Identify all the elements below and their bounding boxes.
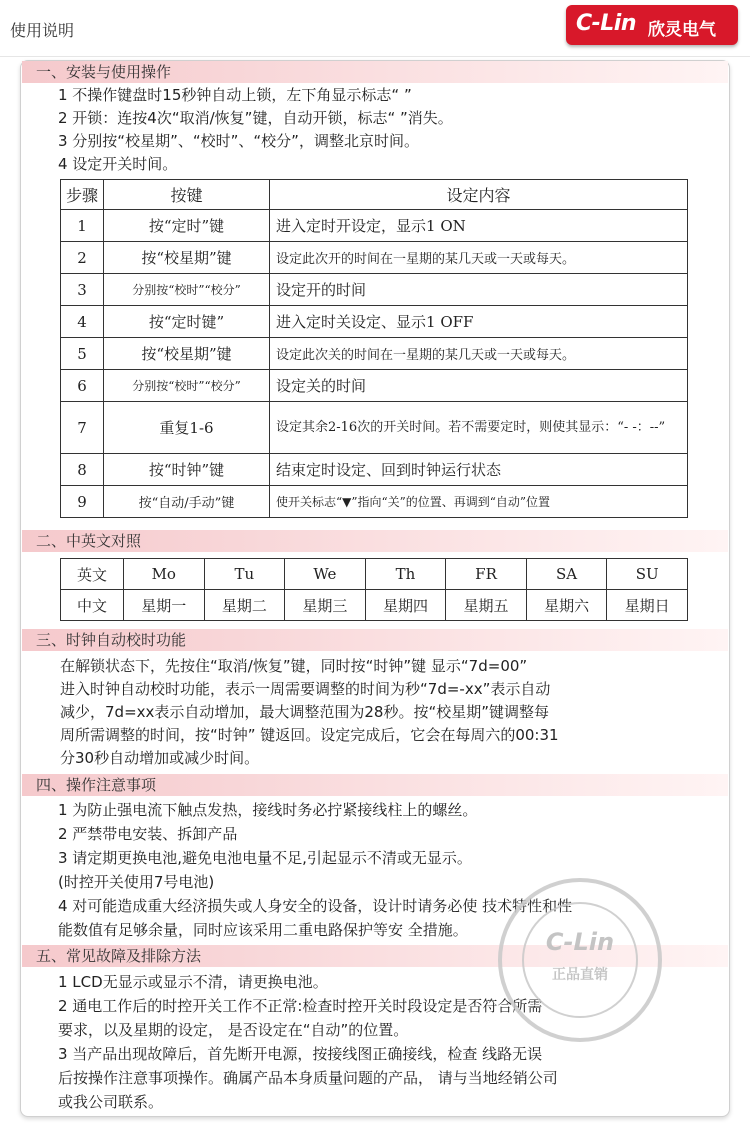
- notes-line-6: 能数值有足够余量，同时应该采用二重电路保护等安 全措施。: [58, 921, 468, 939]
- table-row: [61, 210, 688, 242]
- authentic-stamp-watermark: [498, 878, 662, 1042]
- brand-logo: [566, 5, 738, 45]
- day-en-th: Th: [365, 559, 446, 590]
- step-key: 按“自动/手动”键: [104, 486, 270, 518]
- step-key: 按“时钟”键: [104, 454, 270, 486]
- notes-line-2: 2 严禁带电安装、拆卸产品: [58, 825, 238, 843]
- step-key: 按“定时”键: [104, 210, 270, 242]
- language-table: [60, 558, 688, 621]
- step-number: 7: [61, 402, 104, 454]
- table-row: [61, 338, 688, 370]
- step-number: 8: [61, 454, 104, 486]
- faults-line-4: 3 当产品出现故障后，首先断开电源，按接线图正确接线，检查 线路无误: [58, 1045, 543, 1063]
- notes-line-3: 3 请定期更换电池,避免电池电量不足,引起显示不清或无显示。: [58, 849, 472, 867]
- step-content: 结束定时设定、回到时钟运行状态: [270, 454, 688, 486]
- steps-table: [60, 179, 688, 518]
- install-line-3: 3 分别按“校星期”、“校时”、“校分”，调整北京时间。: [58, 132, 419, 150]
- header-content: 设定内容: [270, 180, 688, 210]
- auto-line-3: 减少，7d=xx表示自动增加，最大调整范围为28秒。按“校星期”键调整每: [60, 703, 550, 721]
- day-en-we: We: [285, 559, 366, 590]
- step-content: 使开关标志“▼”指向“关”的位置、再调到“自动”位置: [270, 486, 688, 518]
- step-content: 设定开的时间: [270, 274, 688, 306]
- step-content: 设定此次开的时间在一星期的某几天或一天或每天。: [270, 242, 688, 274]
- day-en-fr: FR: [446, 559, 527, 590]
- table-row: [61, 370, 688, 402]
- step-content: 设定此次关的时间在一星期的某几天或一天或每天。: [270, 338, 688, 370]
- label-chinese: 中文: [61, 590, 124, 621]
- faults-line-5: 后按操作注意事项操作。确属产品本身质量问题的产品， 请与当地经销公司: [58, 1069, 558, 1087]
- day-cn-3: 星期三: [285, 590, 366, 621]
- step-content: 设定其余2-16次的开关时间。若不需要定时，则使其显示：“- -：--”: [270, 402, 688, 454]
- day-en-mo: Mo: [124, 559, 205, 590]
- day-en-sa: SA: [526, 559, 607, 590]
- table-row: [61, 242, 688, 274]
- day-cn-1: 星期一: [124, 590, 205, 621]
- section-title-faults: 五、常见故障及排除方法: [36, 947, 202, 965]
- faults-line-3: 要求，以及星期的设定， 是否设定在“自动”的位置。: [58, 1021, 409, 1039]
- stamp-text-en: C-Lin: [545, 928, 615, 956]
- label-english: 英文: [61, 559, 124, 590]
- notes-line-5: 4 对可能造成重大经济损失或人身安全的设备，设计时请务必使 技术特性和性: [58, 897, 573, 915]
- stamp-inner-ring: [522, 902, 638, 1018]
- step-number: 3: [61, 274, 104, 306]
- step-number: 4: [61, 306, 104, 338]
- step-content: 设定关的时间: [270, 370, 688, 402]
- section-title-auto: 三、时钟自动校时功能: [36, 631, 187, 649]
- step-number: 9: [61, 486, 104, 518]
- auto-line-1: 在解锁状态下，先按住“取消/恢复”键，同时按“时钟”键 显示“7d=00”: [60, 657, 528, 675]
- step-key: 重复1-6: [104, 402, 270, 454]
- page-title: 使用说明: [10, 21, 75, 40]
- section-title-notes: 四、操作注意事项: [36, 776, 157, 794]
- top-bar: [0, 0, 750, 57]
- install-line-4: 4 设定开关时间。: [58, 155, 178, 173]
- day-en-su: SU: [607, 559, 688, 590]
- section-title-install: 一、安装与使用操作: [36, 63, 172, 81]
- step-content: 进入定时开设定，显示1 ON: [270, 210, 688, 242]
- logo-text-en: C-Lin: [576, 11, 636, 36]
- faults-line-1: 1 LCD无显示或显示不清，请更换电池。: [58, 973, 328, 991]
- day-cn-7: 星期日: [607, 590, 688, 621]
- day-cn-5: 星期五: [446, 590, 527, 621]
- table-row: [61, 402, 688, 454]
- step-key: 分别按“校时”“校分”: [104, 274, 270, 306]
- step-key: 按“校星期”键: [104, 338, 270, 370]
- install-line-1: 1 不操作键盘时15秒钟自动上锁，左下角显示标志“ ”: [58, 86, 412, 104]
- auto-line-4: 周所需调整的时间，按“时钟” 键返回。设定完成后，它会在每周六的00:31: [60, 726, 559, 744]
- faults-line-2: 2 通电工作后的时控开关工作不正常:检查时控开关时段设定是否符合所需: [58, 997, 543, 1015]
- day-en-tu: Tu: [204, 559, 285, 590]
- table-row-english: [61, 559, 688, 590]
- table-row: [61, 274, 688, 306]
- day-cn-4: 星期四: [365, 590, 446, 621]
- table-row: [61, 454, 688, 486]
- step-key: 按“定时键”: [104, 306, 270, 338]
- day-cn-6: 星期六: [526, 590, 607, 621]
- header-key: 按键: [104, 180, 270, 210]
- day-cn-2: 星期二: [204, 590, 285, 621]
- notes-line-4: (时控开关使用7号电池): [58, 873, 215, 891]
- faults-line-6: 或我公司联系。: [58, 1093, 164, 1111]
- table-header-row: [61, 180, 688, 210]
- step-number: 2: [61, 242, 104, 274]
- install-line-2: 2 开锁：连按4次“取消/恢复”键，自动开锁，标志“ ”消失。: [58, 109, 453, 127]
- logo-text-cn: 欣灵电气: [648, 20, 716, 40]
- step-number: 6: [61, 370, 104, 402]
- step-key: 分别按“校时”“校分”: [104, 370, 270, 402]
- auto-line-5: 分30秒自动增加或减少时间。: [60, 749, 260, 767]
- auto-line-2: 进入时钟自动校时功能，表示一周需要调整的时间为秒“7d=-xx”表示自动: [60, 680, 551, 698]
- stamp-text-cn: 正品直销: [552, 967, 608, 983]
- step-content: 进入定时关设定、显示1 OFF: [270, 306, 688, 338]
- step-number: 1: [61, 210, 104, 242]
- section-title-lang: 二、中英文对照: [36, 532, 142, 550]
- table-row: [61, 306, 688, 338]
- table-row: [61, 486, 688, 518]
- step-key: 按“校星期”键: [104, 242, 270, 274]
- table-row-chinese: [61, 590, 688, 621]
- step-number: 5: [61, 338, 104, 370]
- header-step: 步骤: [61, 180, 104, 210]
- notes-line-1: 1 为防止强电流下触点发热，接线时务必拧紧接线柱上的螺丝。: [58, 801, 478, 819]
